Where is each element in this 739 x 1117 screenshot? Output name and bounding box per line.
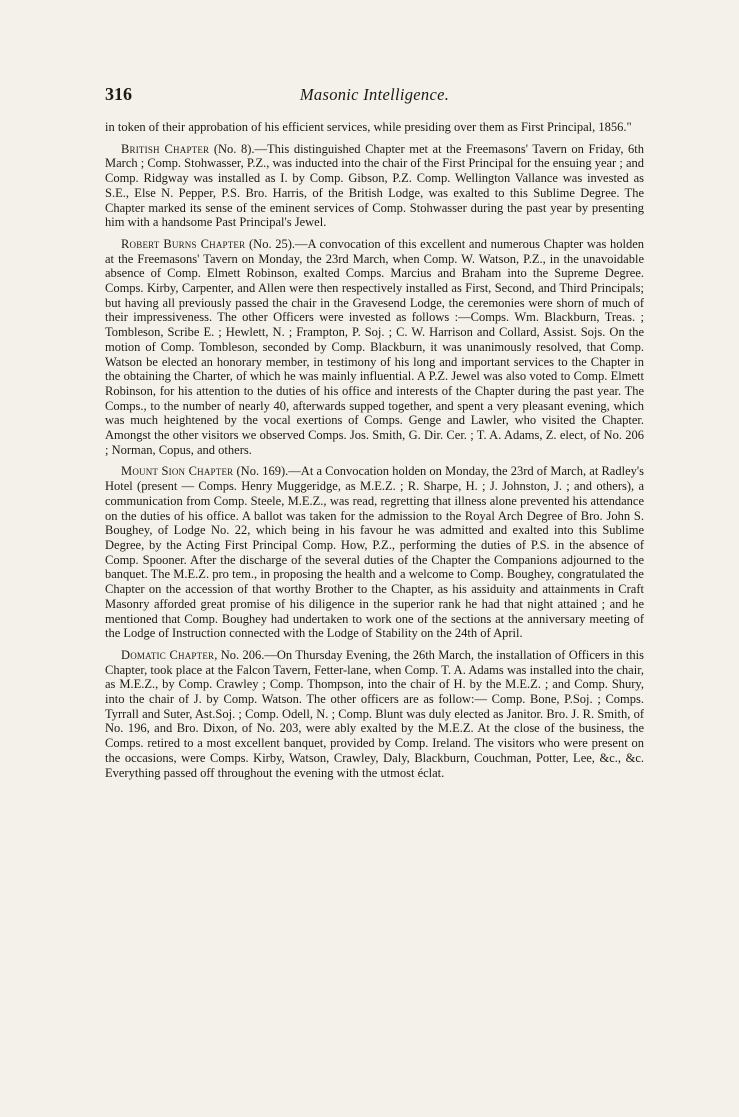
paragraph-text: , No. 206.—On Thursday Evening, the 26th March, the installation of Officers in this Chapter, took place at the Falcon Tavern, Fetter-lane, when Comp. T. A. Adams was installed into the chair, as M.E.Z., by Comp. Crawley ; Comp. Thompson, into the chair of H. by the M.E.Z. ; and Comp. Shury, into the chair of J. by Comp. Watson. The other officers are as follow:— Comp. Bone, P.Soj. ; Comps. Tyrrall and Suter, Ast.Soj. ; Comp. Odell, N. ; Comp. Blunt was duly elected as Janitor. Bro. J. R. Smith, of No. 196, and Bro. Dixon, of No. 203, were ably exalted by the M.E.Z. At the close of the business, the Comps. retired to a most excellent banquet, provided by Comp. Ireland. The visitors who were present on the occasions, were Comps. Kirby, Watson, Crawley, Daly, Blackburn, Couchman, Potter, Lee, &c., &c. Everything passed off throughout the evening with the utmost éclat. — [105, 647, 644, 780]
paragraph-mount-sion-chapter — [105, 464, 644, 640]
paragraph-british-chapter — [105, 142, 644, 230]
paragraph-text: in token of their approbation of his efficient services, while presiding over them as First Principal, 1856." — [105, 120, 632, 134]
paragraph-continuation — [105, 120, 644, 135]
paragraph-text: (No. 8).—This distinguished Chapter met at the Freemasons' Tavern on Friday, 6th March ; Comp. Stohwasser, P.Z., was inducted into the chair of the First Principal for the ensuing year ; and Comp. Ridgway was installed as I. by Comp. Gibson, P.Z. Comp. Wellington Vallance was invested as S.E., Else N. Pepper, P.S. Bro. Harris, of the British Lodge, was exalted to this Sublime Degree. The Chapter marked its sense of the eminent services of Comp. Stohwasser during the past year by presenting him with a handsome Past Principal's Jewel. — [105, 141, 644, 230]
paragraph-lead: Mount Sion Chapter — [121, 464, 234, 479]
paragraph-lead: British Chapter — [121, 141, 210, 156]
paragraph-domatic-chapter — [105, 648, 644, 780]
paragraph-text: (No. 169).—At a Convocation holden on Monday, the 23rd of March, at Radley's Hotel (present — Comps. Henry Muggeridge, as M.E.Z. ; R. Sharpe, H. ; J. Johnston, J. ; and others), a communication from Comp. Steele, M.E.Z., was read, regretting that illness alone prevented his attendance on the duties of his office. A ballot was taken for the admission to the Royal Arch Degree of Bro. John S. Boughey, of Lodge No. 22, which being in his favour he was admitted and exalted into this Sublime Degree, by the Acting First Principal Comp. How, P.Z., performing the duties of P.S. in the absence of Comp. Spooner. After the discharge of the several duties of the Chapter the Companions adjourned to the banquet. The M.E.Z. pro tem., in proposing the health and a welcome to Comp. Boughey, congratulated the Chapter on the accession of that worthy Brother to the Chapter, as his assiduity and attainments in Craft Masonry afforded great promise of his diligence in the superior rank he had that night attained ; and he mentioned that Comp. Boughey had undertaken to work one of the sections at the anniversary meeting of the Lodge of Instruction connected with the Lodge of Stability on the 24th of April. — [105, 464, 644, 641]
page-header — [105, 84, 644, 110]
paragraph-text: (No. 25).—A convocation of this excellent and numerous Chapter was holden at the Freemasons' Tavern on Monday, the 23rd March, when Comp. W. Watson, P.Z., in the unavoidable absence of Comp. Elmett Robinson, exalted Comps. Marcius and Braham into the Supreme Degree. Comps. Kirby, Carpenter, and Allen were then respectively installed as First, Second, and Third Principals; but having all previously passed the chair in the Gravesend Lodge, the ceremonies were shorn of much of their impressiveness. The other Officers were invested as follows :—Comps. Wm. Blackburn, Treas. ; Tombleson, Scribe E. ; Hewlett, N. ; Frampton, P. Soj. ; C. W. Harrison and Collard, Assist. Sojs. On the motion of Comp. Tombleson, seconded by Comp. Blackburn, it was unanimously resolved, that Comp. Watson be elected an honorary member, in testimony of his long and important services to the Chapter in the obtaining the Charter, of which he was mainly influential. A P.Z. Jewel was also voted to Comp. Elmett Robinson, for his attention to the duties of his office and interests of the Chapter during the past year. The Comps., to the number of nearly 40, afterwards supped together, and spent a very pleasant evening, which was much heightened by the vocal exertions of Comps. Genge and Lawler, who visited the Chapter. Amongst the other visitors we observed Comps. Jos. Smith, G. Dir. Cer. ; T. A. Adams, Z. elect, of No. 206 ; Norman, Copus, and others. — [105, 236, 645, 457]
running-title: Masonic Intelligence. — [299, 85, 450, 104]
paragraph-robert-burns-chapter — [105, 237, 644, 458]
page-number: 316 — [105, 84, 132, 104]
paragraph-lead: Domatic Chapter — [121, 647, 215, 662]
paragraph-lead: Robert Burns Chapter — [121, 236, 246, 251]
